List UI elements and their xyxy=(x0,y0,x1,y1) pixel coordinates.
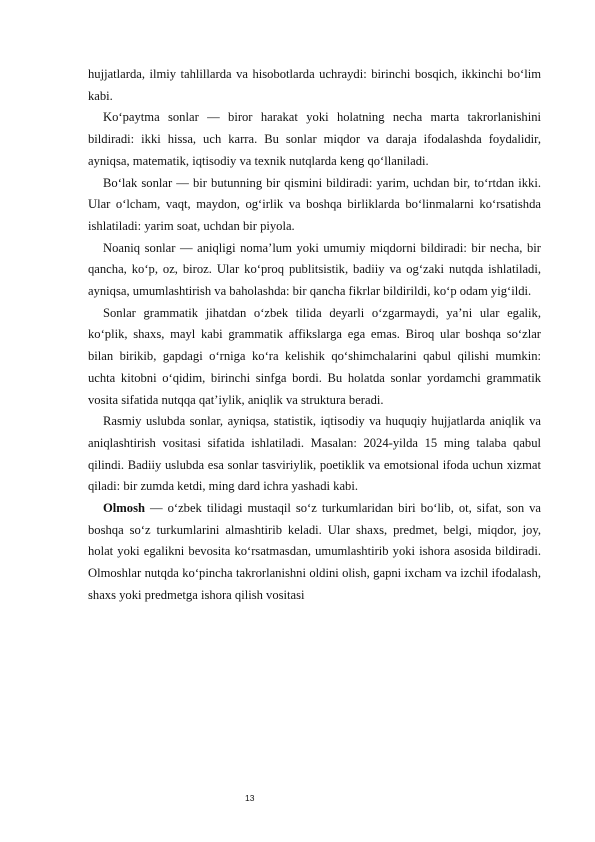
paragraph: hujjatlarda, ilmiy tahlillarda va hisobotlarda uchraydi: birinchi bosqich, ikkinchi bo‘lim kabi. xyxy=(88,67,541,103)
paragraph-text: — o‘zbek tilidagi mustaqil so‘z turkumlaridan biri bo‘lib, ot, sifat, son va boshqa so‘z turkumlarini almashtirib keladi. Ular shaxs, predmet, belgi, miqdor, joy, holat yoki egalikni bevosita ko‘rsatmasdan, umumlashtirib yoki ishora asosida bildiradi. Olmoshlar nutqda ko‘pincha takrorlanishni oldini olish, gapni ixcham va izchil ifodalash, shaxs yoki predmetga ishora qilish vositasi xyxy=(88,501,541,602)
term-olmosh: Olmosh xyxy=(103,501,145,516)
body-text xyxy=(88,64,541,607)
paragraph: Ko‘paytma sonlar — biror harakat yoki holatning necha marta takrorlanishini bildiradi: ikki hissa, uch karra. Bu sonlar miqdor va daraja ifodalashda foydalidir, ayniqsa, matematik, iqtisodiy va texnik nutqlarda keng qo‘llaniladi. xyxy=(88,110,541,168)
paragraph xyxy=(88,498,541,607)
paragraph: Noaniq sonlar — aniqligi noma’lum yoki umumiy miqdorni bildiradi: bir necha, bir qancha, ko‘p, oz, biroz. Ular ko‘proq publitsistik, badiiy va og‘zaki nutqda ishlatiladi, ayniqsa, umumlashtirish va baholashda: bir qancha fikrlar bildirildi, ko‘p odam yig‘ildi. xyxy=(88,240,541,299)
paragraph: Bo‘lak sonlar — bir butunning bir qismini bildiradi: yarim, uchdan bir, to‘rtdan ikki. Ular o‘lcham, vaqt, maydon, og‘irlik va boshqa birliklarda bo‘linmalarni ko‘rsatishda ishlatiladi: yarim soat, uchdan bir piyola. xyxy=(88,175,541,233)
page-number: 13 xyxy=(245,793,255,803)
paragraph: Sonlar grammatik jihatdan o‘zbek tilida deyarli o‘zgarmaydi, ya’ni ular egalik, ko‘plik, shaxs, mayl kabi grammatik affikslarga ega emas. Biroq ular boshqa so‘zlar bilan birikib, gapdagi o‘rniga ko‘ra kelishik qo‘shimchalarini qabul qilishi mumkin: uchta kitobni o‘qidim, birinchi sinfga bordi. Bu holatda sonlar yordamchi grammatik vosita sifatida nutqqa qat’iylik, aniqlik va struktura beradi. xyxy=(88,305,541,407)
paragraph: Rasmiy uslubda sonlar, ayniqsa, statistik, iqtisodiy va huquqiy hujjatlarda aniqlik va aniqlashtirish vositasi sifatida ishlatiladi. Masalan: 2024-yilda 15 ming talaba qabul qilindi. Badiiy uslubda esa sonlar tasviriylik, poetiklik va emotsional ifoda uchun xizmat qiladi: bir zumda ketdi, ming dard ichra yashadi kabi. xyxy=(88,414,541,494)
